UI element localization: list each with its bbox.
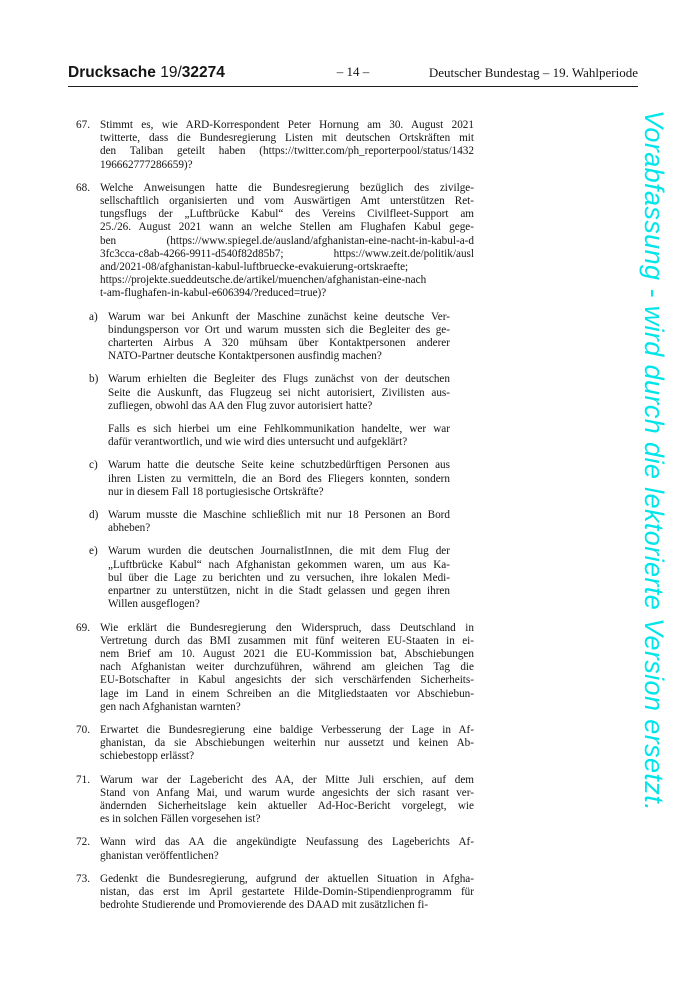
sub-item-letter: d) <box>89 509 99 522</box>
text-line: zufliegen, obwohl das AA den Flug zuvor autorisiert hatte? <box>108 399 373 412</box>
text-line: 196662777286659)? <box>100 158 193 171</box>
sub-item-letter: b) <box>89 373 99 386</box>
text-line: Seite die Auskunft, das Flugzeug sei nicht autorisiert, Zivilisten aus- <box>108 386 450 399</box>
text-line: 25./26. August 2021 wann an welche Stellen am Flughafen Kabul gege- <box>100 221 474 234</box>
question-row <box>76 774 480 827</box>
question-number: 68. <box>76 181 90 194</box>
text-line: den Taliban geteilt haben (https://twitter.com/ph_reporterpool/status/1432 <box>100 145 474 158</box>
question-number: 69. <box>76 621 90 634</box>
doc-series: 19/ <box>160 64 182 81</box>
header-right-title: Deutscher Bundestag – 19. Wahlperiode <box>428 65 638 80</box>
sub-item-letter: a) <box>89 310 98 323</box>
text-line: 3fc3cca-c8ab-4266-9911-d540f82d85b7; https://www.zeit.de/politik/ausl <box>100 247 474 260</box>
text-line: Warum erhielten die Begleiter des Flugs zunächst von der deutschen <box>108 373 450 386</box>
text-line: NATO-Partner deutsche Kontaktpersonen ausfindig machen? <box>108 350 382 363</box>
text-line: Erwartet die Bundesregierung eine baldige Verbesserung der Lage in Af- <box>100 723 474 736</box>
question-row <box>76 724 480 764</box>
text-line: enpartner zu unterstützen, nicht in die Stadt gelassen und gegen ihren <box>108 585 450 598</box>
text-line: nistan, das erst im April gestartete Hilde-Domin-Stipendienprogramm für <box>100 885 474 898</box>
text-line: ihren Listen zu vermitteln, die an Bord des Fliegers konnten, sondern <box>108 472 450 485</box>
paragraph <box>108 373 450 413</box>
text-line: abheben? <box>108 522 151 535</box>
paragraph <box>108 311 450 364</box>
text-line: Stand von Anfang Mai, und warum wurde angesichts der sich rasant ver- <box>100 786 474 799</box>
text-line: Warum wurden die deutschen JournalistInnen, die mit dem Flug der <box>108 545 450 558</box>
text-line: schiebestopp erlässt? <box>100 750 195 763</box>
text-line: Warum war der Lagebericht des AA, der Mitte Juli erschien, auf dem <box>100 773 474 786</box>
question-number: 71. <box>76 773 90 786</box>
sub-item-letter <box>89 423 108 449</box>
text-line: Wann wird das AA die angekündigte Neufassung des Lageberichts Af- <box>100 836 474 849</box>
text-line: Stimmt es, wie ARD-Korrespondent Peter Hornung am 30. August 2021 <box>100 119 474 131</box>
text-line: nach Afghanistan weiter durchzuführen, während am gleichen Tag die <box>100 661 474 674</box>
doc-id: 32274 <box>181 64 225 81</box>
text-line: „Luftbrücke Kabul“ nach Afghanistan gekommen waren, um aus Ka- <box>108 558 450 571</box>
text-line: sellschaftlich organisierten und vom Auswärtigen Amt unterstützen Ret- <box>100 195 474 208</box>
doc-label: Drucksache <box>68 64 156 81</box>
text-line: Willen ausgeflogen? <box>108 598 200 611</box>
question-row <box>76 622 480 714</box>
text-line: lage im Land in einem Schreiben an die Mitgliedstaaten vor Abschiebun- <box>100 687 474 700</box>
text-line: Vertretung durch das BMI zusammen mit fünf weiteren EU-Staaten in ei- <box>100 634 474 647</box>
text-line: Warum musste die Maschine schließlich mit nur 18 Personen an Bord <box>108 509 450 522</box>
text-line: ghanistan, da sie Abschiebungen weiterhin nur aussetzt und keinen Ab- <box>100 737 474 750</box>
question-row <box>76 873 480 913</box>
text-line: Gedenkt die Bundesregierung, aufgrund der aktuellen Situation in Afgha- <box>100 872 474 885</box>
text-line: ben (https://www.spiegel.de/ausland/afghanistan-eine-nacht-in-kabul-a-d <box>100 234 474 247</box>
text-line: nem Brief am 10. August 2021 die EU-Kommission bat, Abschiebungen <box>100 647 474 660</box>
text-line: and/2021-08/afghanistan-kabul-luftbruecke-evakuierung-ortskraefte; <box>100 261 409 274</box>
question-row <box>76 836 480 862</box>
paragraph <box>100 119 474 172</box>
sub-item-row <box>76 459 480 499</box>
text-line: https://projekte.sueddeutsche.de/artikel/muenchen/afghanistan-eine-nach <box>100 274 427 287</box>
text-line: Warum war bei Ankunft der Maschine zunächst keine deutsche Ver- <box>108 310 450 323</box>
sub-item-row <box>76 373 480 413</box>
watermark-text: Vorabfassung - wird durch die lektorierte Version ersetzt. <box>639 110 669 812</box>
paragraph <box>100 622 474 714</box>
paragraph <box>100 182 474 301</box>
paragraph <box>108 545 450 611</box>
paragraph <box>108 509 450 535</box>
text-line: dafür verantwortlich, und wie wird dies untersucht und aufgeklärt? <box>108 436 408 449</box>
text-line: t-am-flughafen-in-kabul-e606394/?reduced=true)? <box>100 287 327 300</box>
paragraph <box>100 724 474 764</box>
question-number: 72. <box>76 836 90 849</box>
text-line: es in solchen Fällen vorgesehen ist? <box>100 813 261 826</box>
text-line: nur in diesem Fall 18 portugiesische Ortskräfte? <box>108 485 324 498</box>
text-line: tungsflugs der „Luftbrücke Kabul“ des Vereins Civilfleet-Support am <box>100 208 474 221</box>
paragraph <box>108 459 450 499</box>
text-line: Wie erklärt die Bundesregierung den Widerspruch, dass Deutschland in <box>100 621 474 634</box>
question-row <box>76 119 480 172</box>
paragraph <box>100 873 474 913</box>
text-line: ghanistan veröffentlichen? <box>100 849 219 862</box>
sub-item-letter: c) <box>89 459 98 472</box>
text-line: gen nach Afghanistan warnten? <box>100 700 241 713</box>
text-line: Welche Anweisungen hatte die Bundesregierung bezüglich des zivilge- <box>100 181 474 194</box>
sub-item-row <box>76 311 480 364</box>
sub-item-letter: e) <box>89 545 98 558</box>
question-row <box>76 182 480 301</box>
paragraph <box>108 423 450 449</box>
text-line: charterten Airbus A 320 mühsam über Kontaktpersonen anderer <box>108 337 450 350</box>
question-number: 70. <box>76 723 90 736</box>
text-line: ändernden Sicherheitslage kein aktueller Ad-Hoc-Bericht vorgelegt, wie <box>100 799 474 812</box>
page-number: – 14 – <box>336 64 370 79</box>
text-line: bindungsperson vor Ort und warum mussten sich die Begleiter des ge- <box>108 323 450 336</box>
page-header <box>68 64 638 82</box>
question-number: 73. <box>76 872 90 885</box>
sub-item-row <box>76 509 480 535</box>
paragraph <box>100 836 474 862</box>
question-number: 67. <box>76 119 90 131</box>
sub-item-row <box>76 423 480 449</box>
sub-item-row <box>76 545 480 611</box>
text-line: bedrohte Studierende und Promovierende des DAAD mit zusätzlichen fi- <box>100 899 429 912</box>
text-line: twitterte, dass die Bundesregierung Listen mit deutschen Ortskräften mit <box>100 132 474 145</box>
text-line: Warum hatte die deutsche Seite keine schutzbedürftigen Personen aus <box>108 459 450 472</box>
header-divider <box>68 86 638 87</box>
text-line: EU-Botschafter in Kabul angesichts der sich verschärfenden Sicherheits- <box>100 674 474 687</box>
text-line: bul über die Lage zu berichten und zu versuchen, ihre lokalen Medi- <box>108 571 450 584</box>
paragraph <box>100 774 474 827</box>
question-list <box>76 119 480 922</box>
text-line: Falls es sich hierbei um eine Fehlkommunikation handelte, wer war <box>108 423 450 436</box>
